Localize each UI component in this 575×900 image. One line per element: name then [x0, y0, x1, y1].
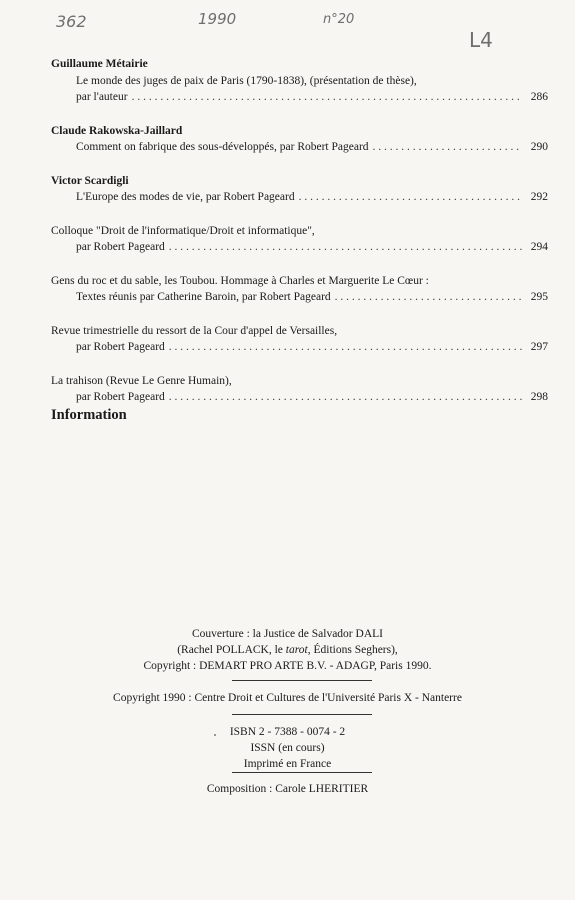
- divider: [232, 680, 372, 681]
- toc-page-number: 290: [530, 141, 548, 153]
- toc-title-continued: Textes réunis par Catherine Baroin, par Robert Pageard: [76, 291, 331, 303]
- toc-title-continued: par Robert Pageard: [76, 341, 165, 353]
- toc-title-continued: par Robert Pageard: [76, 391, 165, 403]
- toc-line: [51, 339, 548, 356]
- toc-author: Guillaume Métairie: [51, 58, 148, 70]
- toc-line: [51, 289, 548, 306]
- leader-dots: [299, 189, 522, 206]
- toc-line: [51, 139, 548, 156]
- table-of-contents: [51, 56, 548, 423]
- toc-page-number: 297: [530, 341, 548, 353]
- issn: ISSN (en cours): [250, 742, 325, 754]
- printed-in: Imprimé en France: [243, 758, 332, 770]
- toc-page-number: 286: [530, 91, 548, 103]
- leader-dots: [169, 389, 522, 406]
- leader-dots: [169, 239, 522, 256]
- divider: [232, 772, 372, 773]
- toc-title: La trahison (Revue Le Genre Humain),: [51, 374, 232, 387]
- toc-title: Revue trimestrielle du ressort de la Cour d'appel de Versailles,: [51, 324, 338, 337]
- leader-dots: [132, 89, 522, 106]
- toc-page-number: 292: [530, 191, 548, 203]
- isbn: ISBN 2 - 7388 - 0074 - 2: [229, 726, 346, 738]
- toc-entry: [51, 323, 548, 356]
- cover-credit-source: [0, 642, 575, 658]
- cover-source-publisher: , Éditions Seghers),: [307, 644, 398, 656]
- leader-dots: [373, 139, 522, 156]
- leader-dots: [169, 339, 522, 356]
- toc-title-continued: par l'auteur: [76, 91, 128, 103]
- leader-dots: [335, 289, 522, 306]
- toc-page-number: 294: [530, 241, 548, 253]
- toc-entry: [51, 373, 548, 406]
- handwritten-annotation: L4: [469, 28, 493, 52]
- toc-title: Le monde des juges de paix de Paris (1790-1838), (présentation de thèse),: [76, 74, 417, 87]
- divider: [232, 714, 372, 715]
- cover-source-text: (Rachel POLLACK, le: [177, 644, 286, 656]
- cover-source-italic: tarot: [285, 644, 308, 656]
- cover-credit-line: Couverture : la Justice de Salvador DALI: [192, 628, 383, 640]
- toc-author: Victor Scardigli: [51, 174, 129, 187]
- toc-title: Gens du roc et du sable, les Toubou. Hommage à Charles et Marguerite Le Cœur :: [51, 274, 429, 287]
- toc-entry: [51, 273, 548, 306]
- toc-title-continued: par Robert Pageard: [76, 241, 165, 253]
- section-heading-information: Information: [51, 407, 127, 423]
- publication-identifiers: [0, 724, 575, 772]
- cover-copyright: Copyright : DEMART PRO ARTE B.V. - ADAGP, Paris 1990.: [143, 660, 432, 672]
- toc-title: Comment on fabrique des sous-développés, par Robert Pageard: [76, 141, 369, 153]
- handwritten-annotation: 362: [56, 12, 87, 31]
- toc-entry: [51, 56, 548, 106]
- toc-line: [51, 89, 548, 106]
- toc-title: Colloque "Droit de l'informatique/Droit et informatique",: [51, 224, 315, 237]
- toc-title: L'Europe des modes de vie, par Robert Pageard: [76, 191, 295, 203]
- toc-line: [51, 389, 548, 406]
- toc-author: Claude Rakowska-Jaillard: [51, 124, 183, 137]
- cover-credit: [0, 626, 575, 674]
- toc-entry: [51, 223, 548, 256]
- toc-line: [51, 239, 548, 256]
- toc-entry: [51, 173, 548, 206]
- toc-entry: [51, 123, 548, 156]
- composition-credit: Composition : Carole LHERITIER: [206, 783, 369, 795]
- copyright-line: Copyright 1990 : Centre Droit et Cultures de l'Université Paris X - Nanterre: [113, 692, 462, 704]
- handwritten-annotation: n°20: [323, 12, 355, 27]
- handwritten-annotation: 1990: [198, 10, 237, 28]
- toc-line: [51, 189, 548, 206]
- toc-page-number: 295: [530, 291, 548, 303]
- toc-page-number: 298: [530, 391, 548, 403]
